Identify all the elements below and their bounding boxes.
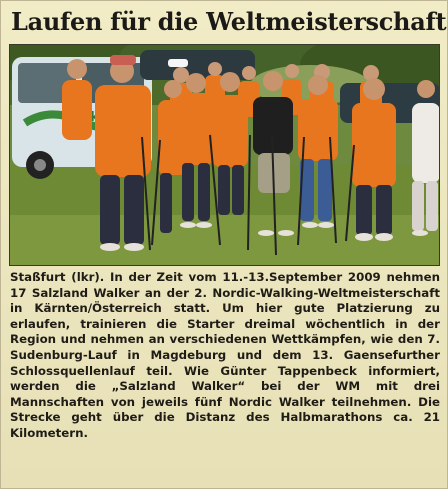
group-photo bbox=[9, 44, 440, 266]
article-dateline: Staßfurt (lkr). bbox=[10, 270, 105, 284]
headline: Laufen für die Weltmeisterschaft bbox=[11, 7, 447, 36]
article-text: In der Zeit vom 11.-13.September 2009 nehmen 17 Salzland Walker an der 2. Nordic-Walking-Weltmeisterschaft in Kärnten/Österreich statt. Um hier gute Platzierung zu erlaufen, trainieren die Starter dreimal wöchentlich in der Region und nehmen an verschiedenen Wettkämpfen, wie den 7. Sudenburg-Lauf in Magdeburg und dem 13. Gaensefurther Schlossquellenlauf teil. Wie Günter Tappenbeck informiert, werden die „Salzland Walker“ bei der WM mit drei Mannschaften von jeweils fünf Nordic Walker teilnehmen. Die Strecke geht über die Distanz des Halbmarathons ca. 21 Kilometern. bbox=[10, 270, 440, 440]
article-body bbox=[10, 270, 440, 485]
